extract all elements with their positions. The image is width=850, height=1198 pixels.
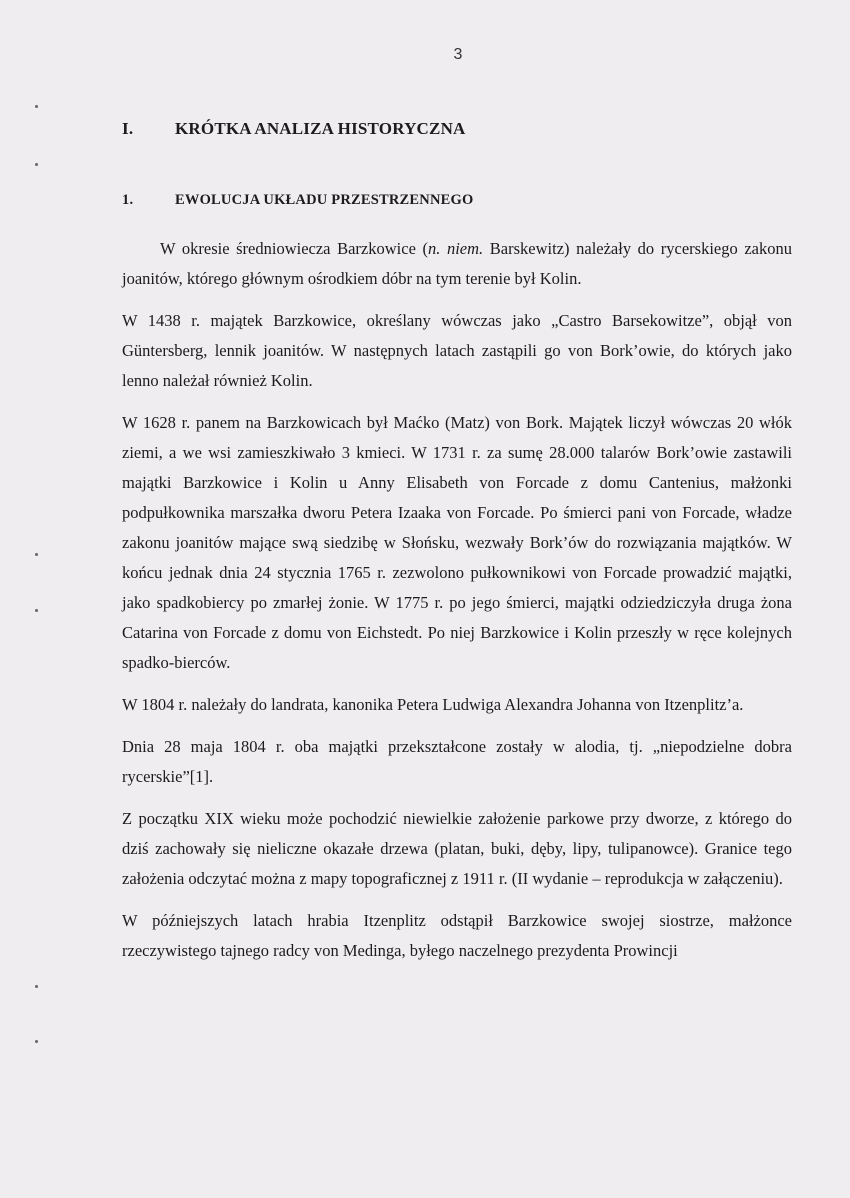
paragraph: Z początku XIX wieku może pochodzić niewielkie założenie parkowe przy dworze, z którego do dziś zachowały się nieliczne okazałe drzewa (platan, buki, dęby, lipy, tulipanowce). Granice tego założenia odczytać można z mapy topograficznej z 1911 r. (II wydanie – reprodukcja w załączeniu). [122,809,792,888]
subsection-heading [122,192,473,209]
paragraph: W późniejszych latach hrabia Itzenplitz odstąpił Barzkowice swojej siostrze, małżonce rzeczywistego tajnego radcy von Medinga, byłego naczelnego prezydenta Prowincji [122,911,792,960]
body-text [122,234,792,966]
subsection-title: EWOLUCJA UKŁADU PRZESTRZENNEGO [175,192,474,208]
paragraph: W 1804 r. należały do landrata, kanonika Petera Ludwiga Alexandra Johanna von Itzenplitz’a. [122,695,744,714]
scan-mark [35,985,38,988]
paragraph-text: W okresie średniowiecza Barzkowice ( [160,239,428,258]
paragraph: W 1438 r. majątek Barzkowice, określany wówczas jako „Castro Barsekowitze”, objął von Güntersberg, lennik joanitów. W następnych latach zastąpili go von Bork’owie, do których jako lenno należał również Kolin. [122,311,792,390]
subsection-number: 1. [122,192,134,208]
paragraph-text: Barskewitz) należały do rycerskiego zakonu joanitów, którego głównym ośrodkiem dóbr na tym terenie był Kolin. [122,239,792,288]
scan-mark [35,163,38,166]
section-heading [122,119,466,139]
paragraph-italic: n. niem. [428,239,484,258]
scan-mark [35,609,38,612]
section-title: KRÓTKA ANALIZA HISTORYCZNA [175,119,466,138]
scan-mark [35,553,38,556]
paragraph: W 1628 r. panem na Barzkowicach był Maćko (Matz) von Bork. Majątek liczył wówczas 20 włók ziemi, a we wsi zamieszkiwało 3 kmieci. W 1731 r. za sumę 28.000 talarów Bork’owie zastawili majątki Barzkowice i Kolin u Anny Elisabeth von Forcade z domu Cantenius, małżonki podpułkownika marszałka dworu Petera Izaaka von Forcade. Po śmierci pani von Forcade, władze zakonu joanitów mające swą siedzibę w Słońsku, wezwały Bork’ów do rozwiązania majątków. W końcu jednak dnia 24 stycznia 1765 r. zezwolono pułkownikowi von Forcade prowadzić majątki, jako spadkobiercy po zmarłej żonie. W 1775 r. po jego śmierci, majątki odziedziczyła druga żona Catarina von Forcade z domu von Eichstedt. Po niej Barzkowice i Kolin przeszły w ręce kolejnych spadko-bierców. [122,413,792,672]
page-number: 3 [453,46,463,63]
paragraph: Dnia 28 maja 1804 r. oba majątki przekształcone zostały w alodia, tj. „niepodzielne dobra rycerskie”[1]. [122,737,792,786]
paragraph [122,234,792,294]
scan-mark [35,1040,38,1043]
section-number: I. [122,119,134,138]
scan-mark [35,105,38,108]
